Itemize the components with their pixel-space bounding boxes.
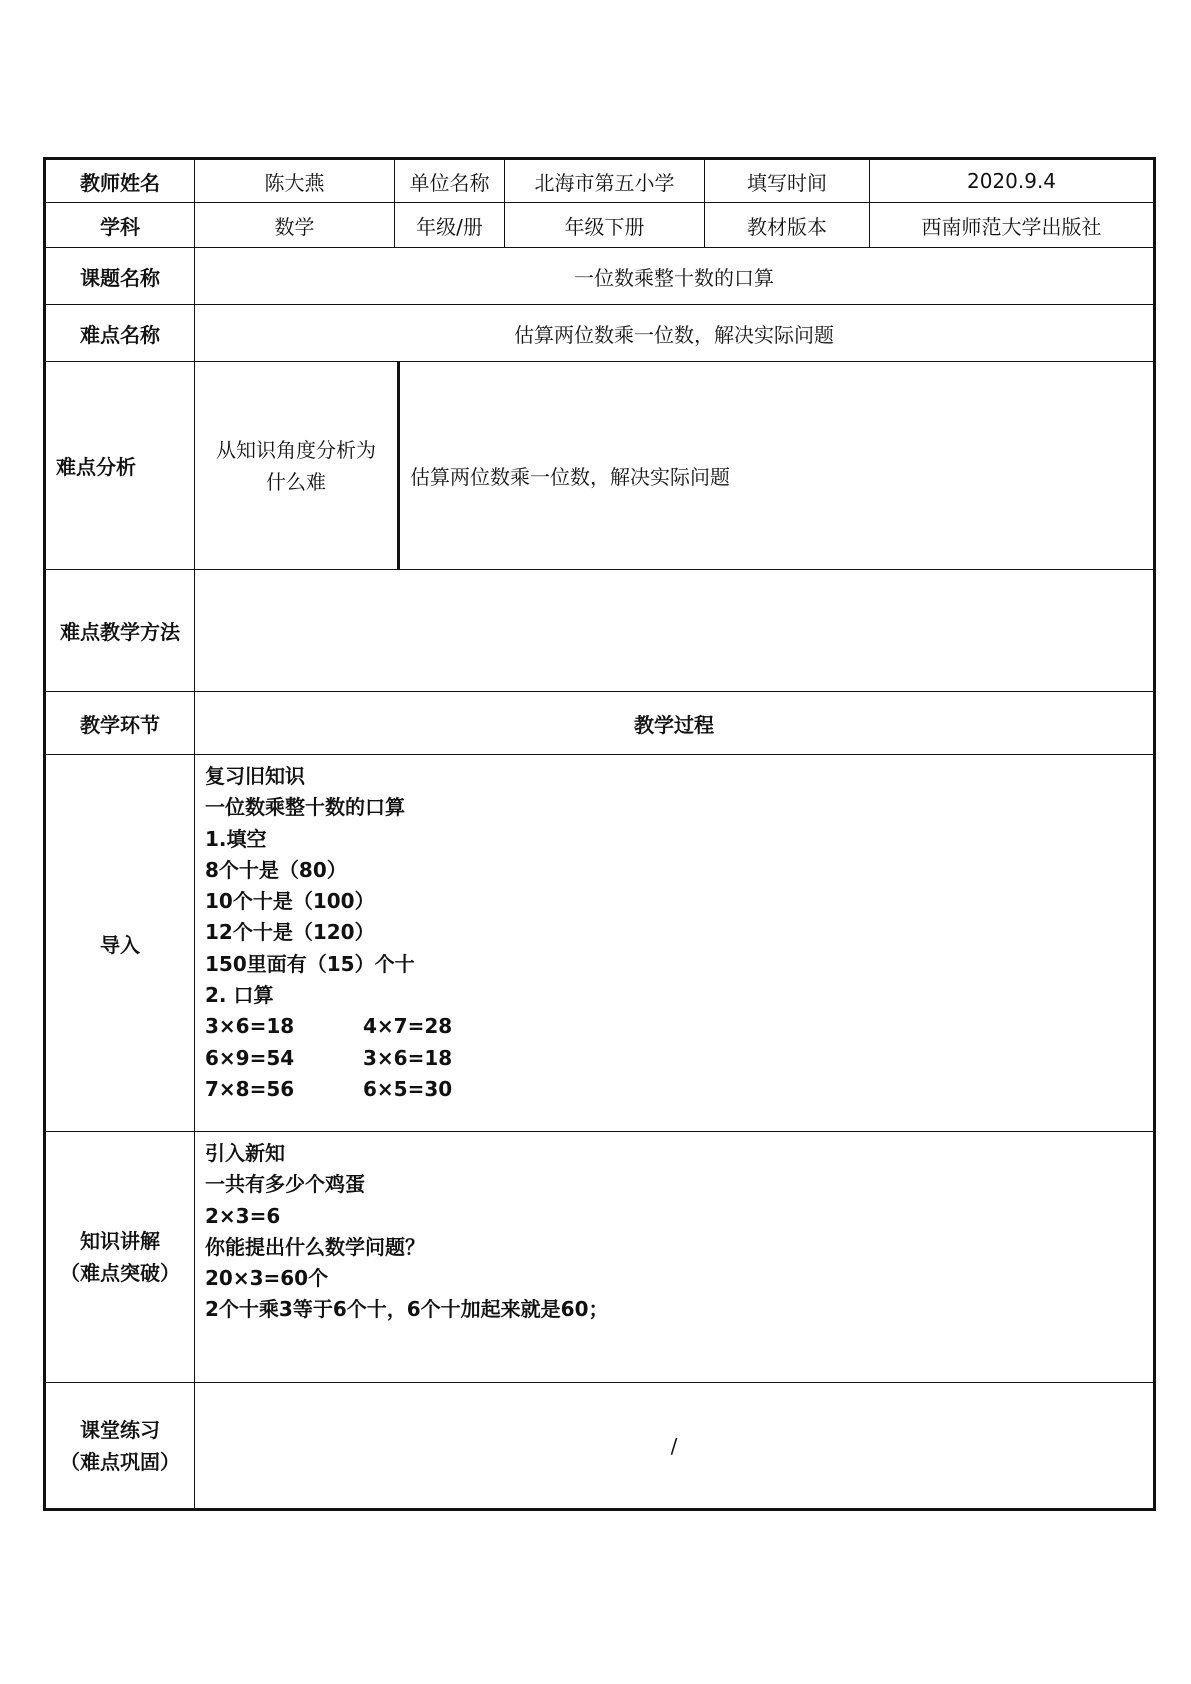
practice-label-line-2: （难点巩固）: [60, 1449, 180, 1474]
practice-label: [45, 1383, 195, 1510]
subject-value: 数学: [195, 203, 395, 248]
intro-line: 1.填空: [205, 826, 267, 851]
knowledge-line: 20×3=60个: [205, 1266, 329, 1291]
knowledge-line: 引入新知: [205, 1141, 285, 1165]
calc-pair-row: [205, 1043, 1153, 1074]
intro-line: 12个十是（120）: [205, 920, 375, 945]
intro-content: [195, 755, 1155, 1132]
teacher-label: 教师姓名: [45, 159, 195, 203]
knowledge-row: [45, 1132, 1155, 1383]
method-row: [45, 570, 1155, 692]
calc-item: 3×6=18: [205, 1014, 295, 1039]
date-label: 填写时间: [705, 159, 870, 203]
knowledge-content: [195, 1132, 1155, 1383]
practice-label-line-1: 课堂练习: [80, 1417, 160, 1442]
intro-line: 8个十是（80）: [205, 857, 347, 882]
difficulty-label: 难点名称: [45, 305, 195, 362]
analysis-content: [195, 362, 1155, 570]
knowledge-line: 你能提出什么数学问题？: [205, 1234, 425, 1259]
analysis-label: 难点分析: [45, 362, 195, 570]
topic-value: 一位数乘整十数的口算: [195, 248, 1155, 305]
method-value: [195, 570, 1155, 692]
knowledge-label-line-2: （难点突破）: [60, 1261, 180, 1285]
topic-row: [45, 248, 1155, 305]
teacher-value: 陈大燕: [195, 159, 395, 203]
intro-row: [45, 755, 1155, 1132]
intro-label: 导入: [45, 755, 195, 1132]
analysis-row: [45, 362, 1155, 570]
knowledge-line: 2×3=6: [205, 1203, 281, 1228]
unit-label: 单位名称: [395, 159, 505, 203]
method-label: 难点教学方法: [45, 570, 195, 692]
grade-label: 年级/册: [395, 203, 505, 248]
analysis-sub-label: 从知识角度分析为什么难: [216, 437, 376, 494]
calc-item: 6×5=30: [363, 1076, 453, 1101]
calc-item: 4×7=28: [363, 1014, 453, 1039]
calc-pair-row: [205, 1011, 1153, 1042]
process-header-value: 教学过程: [195, 692, 1155, 755]
lesson-plan-sheet: [43, 157, 1153, 1511]
date-value: 2020.9.4: [870, 159, 1155, 203]
header-row-2: [45, 203, 1155, 248]
process-header-label: 教学环节: [45, 692, 195, 755]
analysis-value: 估算两位数乘一位数，解决实际问题: [397, 362, 1153, 569]
topic-label: 课题名称: [45, 248, 195, 305]
edition-value: 西南师范大学出版社: [870, 203, 1155, 248]
difficulty-value: 估算两位数乘一位数，解决实际问题: [195, 305, 1155, 362]
knowledge-label: [45, 1132, 195, 1383]
intro-line: 10个十是（100）: [205, 889, 375, 914]
grade-value: 年级下册: [505, 203, 705, 248]
unit-value: 北海市第五小学: [505, 159, 705, 203]
knowledge-line: 2个十乘3等于6个十，6个十加起来就是60；: [205, 1297, 609, 1322]
knowledge-line: 一共有多少个鸡蛋: [205, 1172, 365, 1197]
calc-item: 6×9=54: [205, 1045, 295, 1070]
intro-line: 一位数乘整十数的口算: [205, 795, 405, 820]
intro-line: 2. 口算: [205, 983, 274, 1008]
calc-pair-row: [205, 1074, 1153, 1105]
header-row-1: [45, 159, 1155, 203]
difficulty-row: [45, 305, 1155, 362]
practice-row: [45, 1383, 1155, 1510]
intro-line: 150里面有（15）个十: [205, 951, 415, 976]
edition-label: 教材版本: [705, 203, 870, 248]
practice-value: /: [195, 1383, 1155, 1510]
knowledge-label-line-1: 知识讲解: [80, 1229, 160, 1253]
calc-item: 7×8=56: [205, 1076, 295, 1101]
subject-label: 学科: [45, 203, 195, 248]
calc-item: 3×6=18: [363, 1045, 453, 1070]
lesson-plan-table: [43, 157, 1156, 1511]
process-header-row: [45, 692, 1155, 755]
intro-line: 复习旧知识: [205, 764, 305, 788]
